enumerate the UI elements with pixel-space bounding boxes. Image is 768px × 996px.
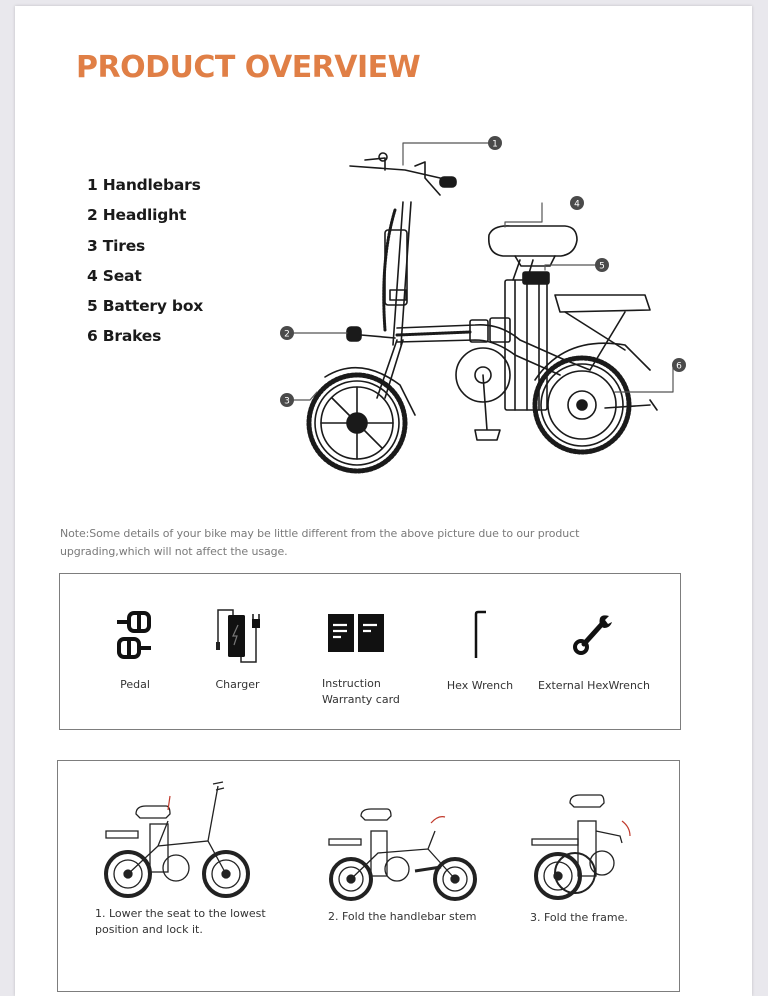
accessory-charger — [205, 607, 270, 693]
parts-list-item: 4 Seat — [87, 266, 142, 285]
page-title: PRODUCT OVERVIEW — [76, 50, 421, 85]
parts-list-item: 2 Headlight — [87, 206, 187, 225]
parts-list-item: 3 Tires — [87, 236, 146, 255]
accessory-label: Instruction — [322, 677, 381, 690]
step-3-text: 3. Fold the frame. — [530, 911, 628, 924]
accessory-label: Pedal — [120, 678, 150, 691]
accessory-pedal — [100, 609, 170, 693]
callout-3: 3 — [284, 396, 290, 407]
charger-icon — [213, 607, 263, 665]
bike-unfolded-image — [98, 776, 258, 901]
wrench-icon — [572, 612, 616, 656]
hex-wrench-icon — [470, 610, 490, 660]
book-icon — [328, 612, 384, 654]
callout-1: 1 — [492, 139, 498, 150]
accessory-label: Charger — [215, 678, 260, 691]
accessory-label: Hex Wrench — [446, 679, 514, 692]
parts-list-item: 5 Battery box — [87, 297, 204, 316]
folding-steps-box — [57, 760, 680, 992]
bike-frame-folded-image — [520, 791, 650, 901]
step-2-text: 2. Fold the handlebar stem — [328, 910, 477, 923]
callout-4: 4 — [574, 199, 580, 210]
step-1-text: 1. Lower the seat to the lowest position and lock it. — [95, 907, 266, 936]
accessory-label: External HexWrench — [538, 679, 650, 692]
parts-list — [87, 170, 203, 352]
bike-stem-folded-image — [323, 801, 483, 901]
disclaimer-note: Note:Some details of your bike may be little different from the above picture due to our product upgrading,which will not affect the usage. — [60, 527, 580, 558]
accessory-hex-wrench — [445, 610, 515, 694]
callout-6: 6 — [676, 361, 682, 372]
ebike-diagram — [265, 130, 705, 490]
rear-wheel-icon — [535, 343, 650, 452]
accessory-manual — [322, 612, 402, 708]
pedal-icon — [115, 609, 155, 665]
callout-2: 2 — [284, 329, 290, 340]
front-wheel-icon — [309, 375, 405, 471]
accessory-label: Warranty card — [322, 693, 400, 706]
accessories-box — [59, 573, 681, 730]
parts-list-item: 6 Brakes — [87, 327, 162, 346]
parts-list-item: 1 Handlebars — [87, 176, 201, 194]
accessory-external-hex-wrench — [538, 612, 650, 694]
callout-5: 5 — [599, 261, 605, 272]
